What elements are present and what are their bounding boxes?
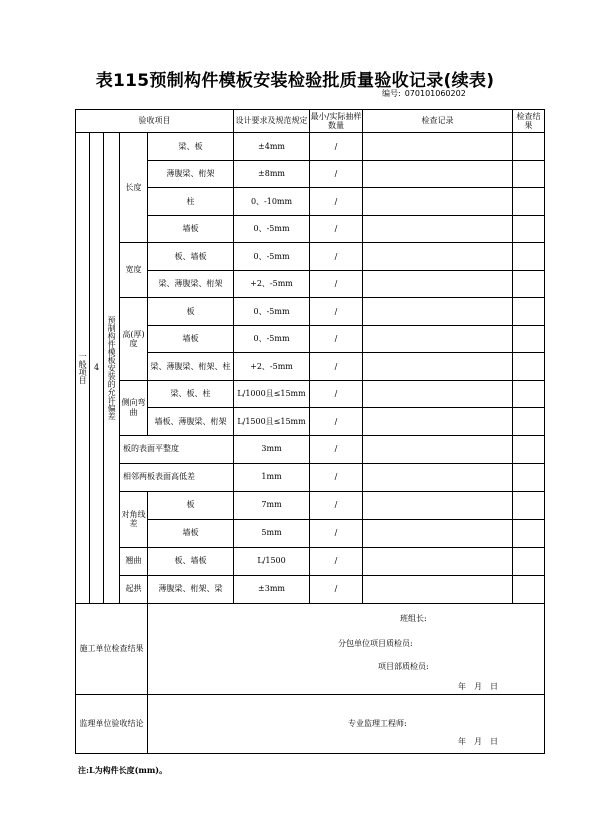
row-sample: / xyxy=(310,547,363,575)
row-item: 板、墙板 xyxy=(148,547,234,575)
row-record[interactable] xyxy=(363,575,513,603)
row-design: L/1500 xyxy=(234,547,310,575)
table-row xyxy=(76,575,545,603)
row-sample: / xyxy=(310,491,363,519)
subgroup-diagonal: 对角线差 xyxy=(120,491,148,547)
row-sample: / xyxy=(310,270,363,298)
row-sample: / xyxy=(310,298,363,326)
row-record[interactable] xyxy=(363,188,513,216)
footnote: 注:L为构件长度(mm)。 xyxy=(78,765,168,775)
row-item: 板的表面平整度 xyxy=(120,435,234,463)
row-record[interactable] xyxy=(363,243,513,271)
row-result[interactable] xyxy=(513,325,545,353)
subgroup-height: 高(厚)度 xyxy=(120,298,148,381)
engineer-label: 专业监理工程师: xyxy=(348,718,407,728)
supervision-label: 监理单位验收结论 xyxy=(76,694,148,753)
row-item: 板 xyxy=(148,298,234,326)
row-result[interactable] xyxy=(513,435,545,463)
row-item: 墙板、薄腹梁、桁架 xyxy=(148,408,234,436)
row-design: 5mm xyxy=(234,519,310,547)
row-sample: / xyxy=(310,408,363,436)
row-record[interactable] xyxy=(363,325,513,353)
row-sample: / xyxy=(310,325,363,353)
table-row xyxy=(76,435,545,463)
row-record[interactable] xyxy=(363,160,513,188)
subgroup-warp: 翘曲 xyxy=(120,547,148,575)
construction-signoff-area[interactable] xyxy=(148,603,545,694)
row-result[interactable] xyxy=(513,575,545,603)
row-item: 柱 xyxy=(148,188,234,216)
row-result[interactable] xyxy=(513,463,545,491)
row-record[interactable] xyxy=(363,408,513,436)
row-result[interactable] xyxy=(513,133,545,161)
row-item: 相邻两板表面高低差 xyxy=(120,463,234,491)
row-item: 墙板 xyxy=(148,215,234,243)
row-design: 7mm xyxy=(234,491,310,519)
category-cell xyxy=(104,133,120,604)
row-design: ±8mm xyxy=(234,160,310,188)
code-value: 070101060202 xyxy=(404,89,466,98)
general-items-label: 一般项目 xyxy=(78,351,88,384)
supervision-signoff-area[interactable] xyxy=(148,694,545,753)
row-item: 墙板 xyxy=(148,325,234,353)
row-item: 梁、板 xyxy=(148,133,234,161)
subgroup-camber: 起拱 xyxy=(120,575,148,603)
header-result: 检查结果 xyxy=(513,110,545,133)
row-item: 梁、薄腹梁、桁架 xyxy=(148,270,234,298)
row-design: +2、-5mm xyxy=(234,353,310,381)
row-record[interactable] xyxy=(363,353,513,381)
row-sample: / xyxy=(310,243,363,271)
item-number-cell: 4 xyxy=(90,133,104,604)
row-result[interactable] xyxy=(513,160,545,188)
row-record[interactable] xyxy=(363,270,513,298)
row-record[interactable] xyxy=(363,435,513,463)
row-design: ±4mm xyxy=(234,133,310,161)
construction-date: 年 月 日 xyxy=(458,681,498,691)
row-result[interactable] xyxy=(513,491,545,519)
subgroup-lateral: 侧向弯曲 xyxy=(120,380,148,435)
row-item: 薄腹梁、桁架、梁 xyxy=(148,575,234,603)
subgroup-width: 宽度 xyxy=(120,243,148,298)
row-design: 1mm xyxy=(234,463,310,491)
row-result[interactable] xyxy=(513,380,545,408)
row-sample: / xyxy=(310,519,363,547)
code-label: 编号: xyxy=(382,89,401,98)
row-result[interactable] xyxy=(513,408,545,436)
row-design: 0、-5mm xyxy=(234,215,310,243)
row-sample: / xyxy=(310,353,363,381)
general-items-cell xyxy=(76,133,90,604)
row-result[interactable] xyxy=(513,188,545,216)
table-row xyxy=(76,380,545,408)
row-item: 薄腹梁、桁架 xyxy=(148,160,234,188)
row-sample: / xyxy=(310,188,363,216)
row-item: 梁、薄腹梁、桁架、柱 xyxy=(148,353,234,381)
supervision-date: 年 月 日 xyxy=(458,736,498,746)
header-sample: 最小/实际抽样数量 xyxy=(310,110,363,133)
row-sample: / xyxy=(310,463,363,491)
construction-signoff-row xyxy=(76,603,545,694)
document-code xyxy=(378,88,466,99)
row-record[interactable] xyxy=(363,380,513,408)
category-label: 预制构件模板安装的允许偏差 xyxy=(107,315,117,420)
header-record: 检查记录 xyxy=(363,110,513,133)
row-item: 墙板 xyxy=(148,519,234,547)
header-design: 设计要求及规范规定 xyxy=(234,110,310,133)
subgroup-length: 长度 xyxy=(120,133,148,243)
table-row xyxy=(76,133,545,161)
row-design: 0、-5mm xyxy=(234,298,310,326)
row-result[interactable] xyxy=(513,243,545,271)
header-item: 验收项目 xyxy=(76,110,234,133)
row-design: +2、-5mm xyxy=(234,270,310,298)
row-result[interactable] xyxy=(513,547,545,575)
row-sample: / xyxy=(310,380,363,408)
row-design: 0、-5mm xyxy=(234,243,310,271)
row-result[interactable] xyxy=(513,519,545,547)
row-record[interactable] xyxy=(363,547,513,575)
row-design: 3mm xyxy=(234,435,310,463)
row-result[interactable] xyxy=(513,215,545,243)
table-row xyxy=(76,547,545,575)
row-result[interactable] xyxy=(513,353,545,381)
supervision-signoff-row xyxy=(76,694,545,753)
table-row xyxy=(76,491,545,519)
table-row xyxy=(76,463,545,491)
row-sample: / xyxy=(310,215,363,243)
row-item: 板、墙板 xyxy=(148,243,234,271)
row-result[interactable] xyxy=(513,270,545,298)
sub-inspector-label: 分包单位项目质检员: xyxy=(338,638,413,648)
row-design: 0、-10mm xyxy=(234,188,310,216)
row-design: L/1000且≤15mm xyxy=(234,380,310,408)
inspection-table xyxy=(75,109,545,754)
construction-label: 施工单位检查结果 xyxy=(76,603,148,694)
row-item: 梁、板、柱 xyxy=(148,380,234,408)
row-record[interactable] xyxy=(363,519,513,547)
row-record[interactable] xyxy=(363,215,513,243)
row-design: L/1500且≤15mm xyxy=(234,408,310,436)
team-leader-label: 班组长: xyxy=(400,613,427,623)
header-row xyxy=(76,110,545,133)
table-row xyxy=(76,298,545,326)
dept-inspector-label: 项目部质检员: xyxy=(378,661,429,671)
row-record[interactable] xyxy=(363,133,513,161)
row-record[interactable] xyxy=(363,463,513,491)
row-design: 0、-5mm xyxy=(234,325,310,353)
row-design: ±3mm xyxy=(234,575,310,603)
row-record[interactable] xyxy=(363,298,513,326)
page-title: 表115预制构件模板安装检验批质量验收记录(续表) xyxy=(95,71,495,91)
row-item: 板 xyxy=(148,491,234,519)
row-record[interactable] xyxy=(363,491,513,519)
row-sample: / xyxy=(310,160,363,188)
row-sample: / xyxy=(310,133,363,161)
row-result[interactable] xyxy=(513,298,545,326)
row-sample: / xyxy=(310,435,363,463)
row-sample: / xyxy=(310,575,363,603)
table-row xyxy=(76,243,545,271)
